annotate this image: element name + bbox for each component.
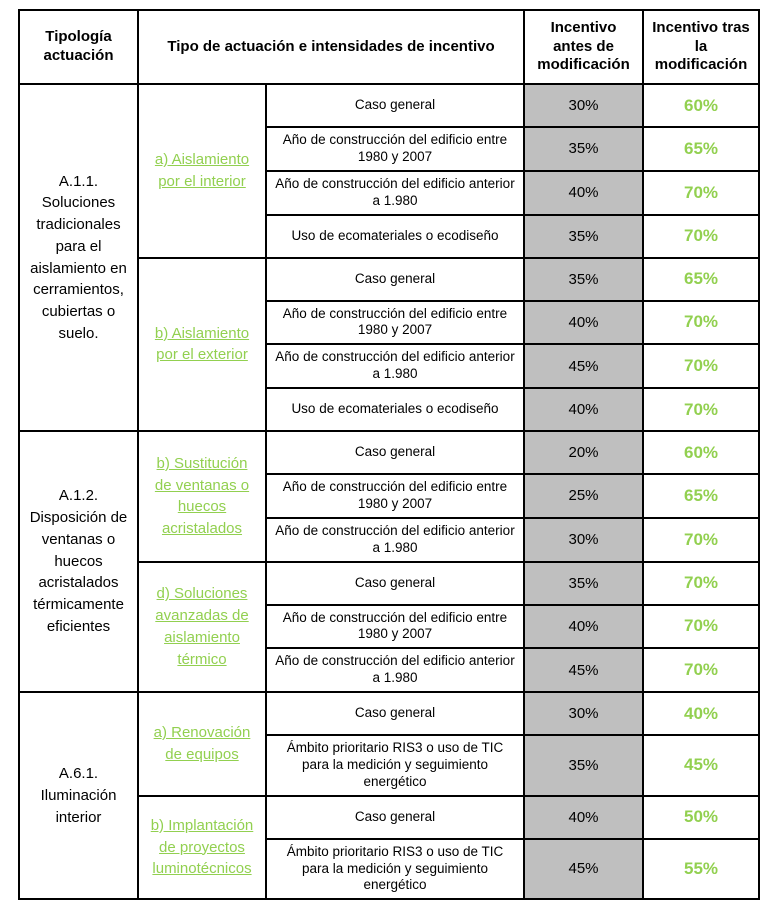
typology-cell: A.1.1. Soluciones tradicionales para el aislamiento en cerramientos, cubiertas o suelo. [19,84,138,431]
subtype-link[interactable]: d) Soluciones avanzadas de aislamiento térmico [155,585,249,668]
incentive-before-cell: 40% [524,171,643,215]
incentive-before-cell: 25% [524,474,643,518]
subtype-cell [138,431,266,562]
case-cell: Ámbito prioritario RIS3 o uso de TIC para la medición y seguimiento energético [266,839,524,900]
case-cell: Caso general [266,431,524,474]
table-row [19,431,759,474]
header-row [19,10,759,84]
incentive-after-cell: 45% [643,735,759,796]
incentive-before-cell: 40% [524,388,643,431]
case-cell: Caso general [266,84,524,127]
subtype-link[interactable]: b) Aislamiento por el exterior [154,324,250,364]
case-cell: Año de construcción del edificio entre 1980 y 2007 [266,474,524,518]
incentive-after-cell: 65% [643,258,759,301]
case-cell: Ámbito prioritario RIS3 o uso de TIC para la medición y seguimiento energético [266,735,524,796]
subtype-cell [138,692,266,796]
incentive-after-cell: 40% [643,692,759,735]
incentive-after-cell: 70% [643,648,759,692]
case-cell: Uso de ecomateriales o ecodiseño [266,388,524,431]
case-cell: Año de construcción del edificio entre 1980 y 2007 [266,127,524,171]
incentive-after-cell: 70% [643,388,759,431]
incentive-before-cell: 30% [524,692,643,735]
case-cell: Uso de ecomateriales o ecodiseño [266,215,524,258]
table-row [19,84,759,127]
incentive-before-cell: 40% [524,301,643,345]
incentive-before-cell: 30% [524,84,643,127]
incentive-before-cell: 35% [524,562,643,605]
header-incentive-after: Incentivo tras la modificación [643,10,759,84]
subtype-cell [138,258,266,432]
incentive-after-cell: 70% [643,562,759,605]
subtype-cell [138,84,266,258]
incentive-after-cell: 70% [643,171,759,215]
case-cell: Caso general [266,258,524,301]
incentive-before-cell: 20% [524,431,643,474]
incentive-before-cell: 45% [524,839,643,900]
incentive-before-cell: 35% [524,127,643,171]
incentive-after-cell: 70% [643,344,759,388]
incentive-after-cell: 70% [643,215,759,258]
subtype-link[interactable]: a) Aislamiento por el interior [154,151,250,190]
incentive-after-cell: 65% [643,127,759,171]
header-typology: Tipología actuación [19,10,138,84]
subtype-link[interactable]: a) Renovación de equipos [153,724,251,763]
table-body [19,84,759,899]
incentive-before-cell: 35% [524,215,643,258]
typology-cell: A.6.1. Iluminación interior [19,692,138,899]
typology-cell: A.1.2. Disposición de ventanas o huecos acristalados térmicamente eficientes [19,431,138,692]
incentive-after-cell: 70% [643,518,759,562]
incentive-after-cell: 60% [643,431,759,474]
case-cell: Caso general [266,562,524,605]
subtype-link[interactable]: b) Implantación de proyectos luminotécnicos [150,816,254,878]
table-row [19,692,759,735]
incentive-before-cell: 40% [524,796,643,839]
case-cell: Caso general [266,796,524,839]
subtype-cell [138,562,266,693]
header-action-type: Tipo de actuación e intensidades de incentivo [138,10,524,84]
incentive-after-cell: 55% [643,839,759,900]
incentive-after-cell: 70% [643,301,759,345]
incentive-after-cell: 60% [643,84,759,127]
incentive-before-cell: 35% [524,258,643,301]
incentive-before-cell: 30% [524,518,643,562]
case-cell: Año de construcción del edificio anterior a 1.980 [266,344,524,388]
case-cell: Año de construcción del edificio anterior a 1.980 [266,518,524,562]
case-cell: Año de construcción del edificio anterior a 1.980 [266,648,524,692]
header-incentive-before: Incentivo antes de modificación [524,10,643,84]
incentive-before-cell: 45% [524,648,643,692]
incentive-after-cell: 70% [643,605,759,649]
incentives-table [18,9,760,900]
case-cell: Caso general [266,692,524,735]
case-cell: Año de construcción del edificio entre 1980 y 2007 [266,301,524,345]
case-cell: Año de construcción del edificio entre 1980 y 2007 [266,605,524,649]
subtype-cell [138,796,266,900]
subtype-link[interactable]: b) Sustitución de ventanas o huecos acristalados [154,454,250,537]
case-cell: Año de construcción del edificio anterior a 1.980 [266,171,524,215]
incentive-before-cell: 35% [524,735,643,796]
incentive-after-cell: 65% [643,474,759,518]
incentive-before-cell: 40% [524,605,643,649]
incentive-before-cell: 45% [524,344,643,388]
incentive-after-cell: 50% [643,796,759,839]
